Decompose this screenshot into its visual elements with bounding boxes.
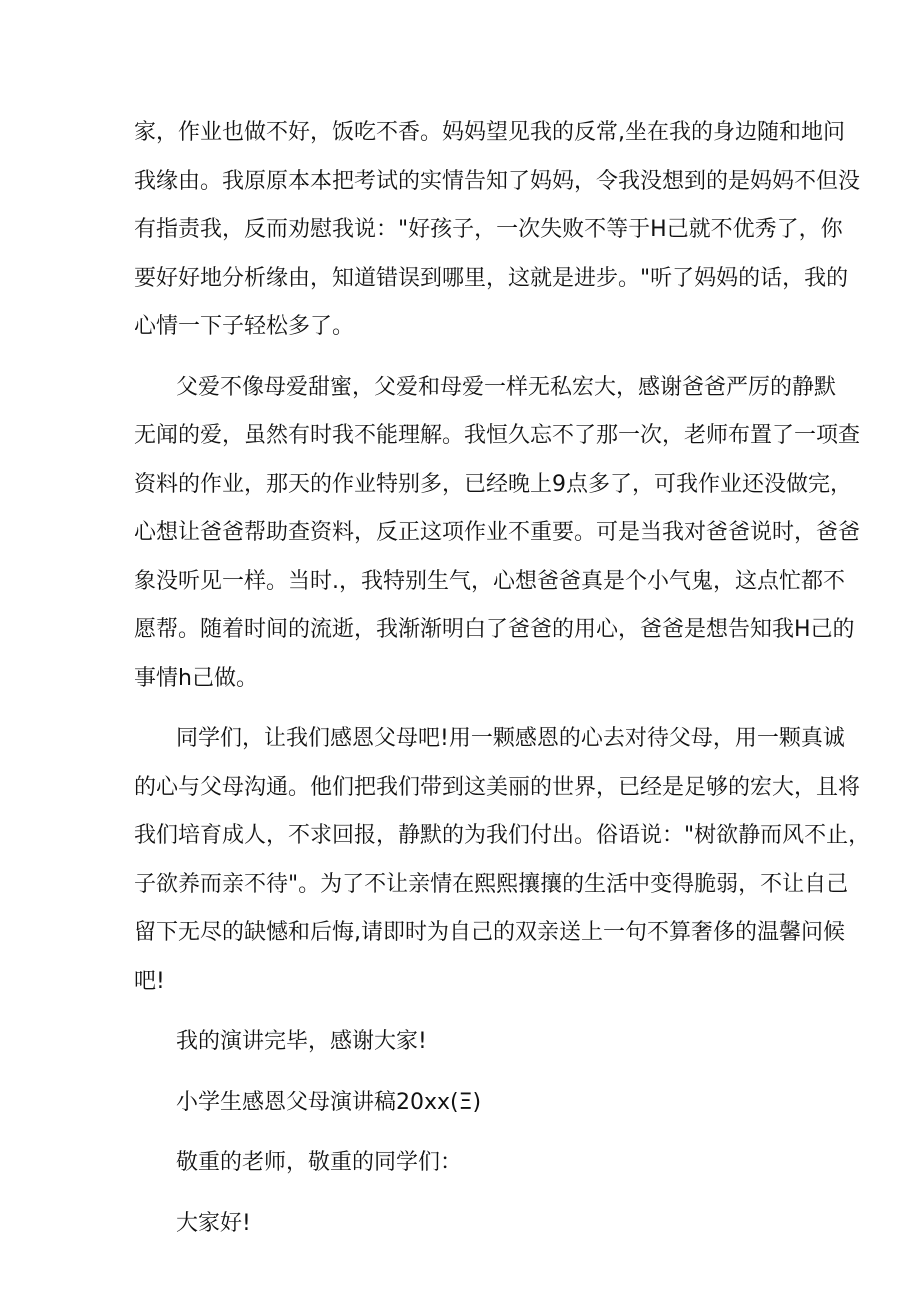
- text-line: 的心与父母沟通。他们把我们带到这美丽的世界，已经是足够的宏大，且将: [134, 774, 861, 800]
- text-line: 象没听见一样。当时.，我特别生气，心想爸爸真是个小气鬼，这点忙都不: [134, 568, 845, 594]
- text-line: 留下无尽的缺憾和后悔,请即时为自己的双亲送上一句不算奢侈的温馨问候: [134, 920, 845, 945]
- text-line: 我缘由。我原原本本把考试的实情告知了妈妈，令我没想到的是妈妈不但没: [134, 168, 861, 194]
- text-line: 资料的作业，那天的作业特别多，已经晚上9点多了，可我作业还没做完，: [134, 471, 852, 497]
- greeting-line: 大家好!: [176, 1210, 251, 1236]
- speech-body: [134, 109, 871, 1248]
- paragraph-father: [134, 364, 861, 704]
- text-line: 有指责我，反而劝慰我说："好孩子，一次失败不等于H己就不优秀了，你: [134, 217, 843, 242]
- text-line: 父爱不像母爱甜蜜，父爱和母爱一样无私宏大，感谢爸爸严厉的静默: [176, 374, 837, 400]
- text-line: 我们培育成人，不求回报，静默的为我们付出。俗语说："树欲静而风不止，: [134, 823, 871, 848]
- text-line: 心情一下子轻松多了。: [134, 314, 355, 339]
- text-line: 事情h己做。: [134, 665, 258, 691]
- text-line: 同学们，让我们感恩父母吧!用一颗感恩的心去对待父母，用一颗真诚: [176, 726, 845, 751]
- paragraph-mother: [134, 109, 861, 352]
- text-line: 家，作业也做不好，饭吃不香。妈妈望见我的反常,坐在我的身边随和地问: [134, 120, 845, 145]
- salutation-line: 敬重的老师，敬重的同学们：: [176, 1150, 463, 1175]
- paragraph-gratitude: [134, 715, 871, 1006]
- closing-line: 我的演讲完毕，感谢大家!: [176, 1029, 427, 1054]
- text-line: 要好好地分析缘由，知道错误到哪里，这就是进步。"听了妈妈的话，我的: [134, 265, 849, 291]
- text-line: 子欲养而亲不待"。为了不让亲情在熙熙攘攘的生活中变得脆弱，不让自己: [134, 871, 849, 897]
- text-line: 吧!: [134, 968, 165, 994]
- speech-heading: 小学生感恩父母演讲稿20xx(Ξ): [176, 1089, 482, 1115]
- text-line: 心想让爸爸帮助查资料，反正这项作业不重要。可是当我对爸爸说时，爸爸: [134, 520, 861, 545]
- text-line: 无闻的爱，虽然有时我不能理解。我恒久忘不了那一次，老师布置了一项查: [134, 423, 861, 448]
- text-line: 愿帮。随着时间的流逝，我渐渐明白了爸爸的用心，爸爸是想告知我H己的: [134, 617, 855, 642]
